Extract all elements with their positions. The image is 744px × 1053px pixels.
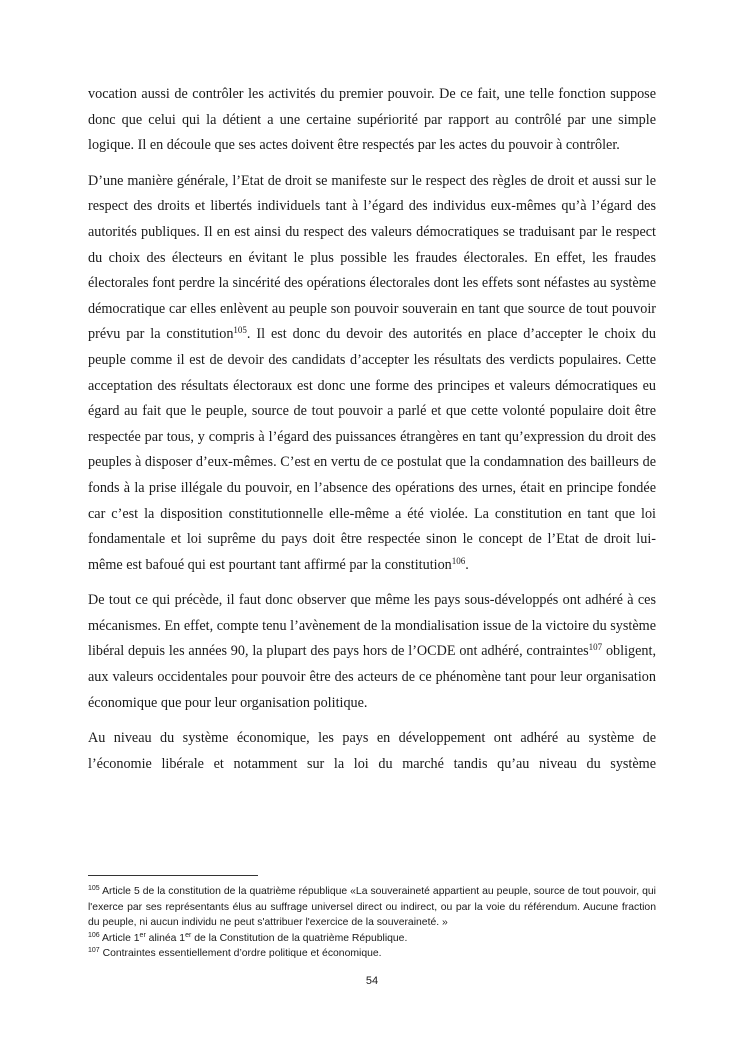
footnote-number: 105 bbox=[88, 885, 100, 892]
paragraph-text: vocation aussi de contrôler les activités du premier pouvoir. De ce fait, une telle fonction suppose donc que celui qui la détient a une certaine supériorité par rapport au contrôlé par une simple logique. Il en découle que ses actes doivent être respectés par les actes du pouvoir à contrôler. bbox=[88, 86, 656, 154]
footnote-ref-107[interactable]: 107 bbox=[588, 642, 603, 653]
paragraph-text: D’une manière générale, l’Etat de droit se manifeste sur le respect des règles de droit et aussi sur le respect des droits et libertés individuels tant à l’égard des individus eux-mêmes qu’à l’égard des autorités publiques. Il en est ainsi du respect des valeurs démocratiques se traduisant par le respect du choix des électeurs en évitant le plus possible les fraudes électorales. En effet, les fraudes électorales font perdre la sincérité des opérations électorales dont les effets sont néfastes au système démocratique car elles enlèvent au peuple son pouvoir souverain en tant que source de tout pouvoir prévu par la constitution bbox=[88, 172, 656, 343]
footnote-number: 106 bbox=[88, 931, 100, 939]
footnotes bbox=[88, 884, 656, 962]
footnote-text: Article 1 bbox=[99, 932, 140, 944]
footnote-text: Article 5 de la constitution de la quatrième république «La souveraineté appartient au peuple, source de tout pouvoir, qui l'exerce par ses représentants élus au suffrage universel direct ou indirect, ou par la voie du référendum. Aucune fraction du peuple, ni aucun individu ne peut s'attribuer l'exercice de la souveraineté. » bbox=[88, 886, 656, 928]
footnote-text: de la Constitution de la quatrième République. bbox=[191, 932, 408, 944]
footnote-text: alinéa 1 bbox=[145, 932, 186, 944]
paragraph-text: De tout ce qui précède, il faut donc observer que même les pays sous-développés ont adhéré à ces mécanismes. En effet, compte tenu l’avènement de la mondialisation issue de la victoire du système libéral depuis les années 90, la plupart des pays hors de l’OCDE ont adhéré, contraintes bbox=[88, 592, 656, 660]
footnote-ordinal: er bbox=[185, 931, 192, 939]
paragraph-text: . Il est donc du devoir des autorités en place d’accepter le choix du peuple comme il est de devoir des candidats d’accepter les résultats des verdicts populaires. Cette acceptation des résultats électoraux est donc une forme des principes et valeurs démocratiques eu égard au fait que le peuple, source de tout pouvoir a parlé et que cette volonté populaire doit être respectée par tous, y compris à l’égard des puissances étrangères en tant qu’expression du droit des peuples à disposer d’eux-mêmes. C’est en vertu de ce postulat que la condamnation des bailleurs de fonds à la prise illégale du pouvoir, en l’absence des opérations des urnes, était en principe fondée car c’est la disposition constitutionnelle elle-même a été violée. La constitution en tant que loi fondamentale et loi suprême du pays doit être respectée sinon le concept de l’Etat de droit lui-même est bafoué qui est pourtant tant affirmé par la constitution bbox=[88, 326, 656, 573]
paragraph-text: . bbox=[465, 556, 469, 573]
paragraph-2 bbox=[88, 169, 656, 579]
footnote-separator bbox=[88, 875, 258, 876]
paragraph-3 bbox=[88, 588, 656, 716]
footnote-ref-105[interactable]: 105 bbox=[233, 325, 247, 336]
footnote-107 bbox=[88, 946, 656, 962]
page-body bbox=[88, 82, 656, 787]
footnote-ref-106[interactable]: 106 bbox=[451, 555, 466, 566]
page-number: 54 bbox=[365, 975, 379, 987]
paragraph-4 bbox=[88, 726, 656, 777]
footnote-number: 107 bbox=[88, 947, 100, 954]
paragraph-1 bbox=[88, 82, 656, 159]
paragraph-text: Au niveau du système économique, les pays en développement ont adhéré au système de l’économie libérale et notamment sur la loi du marché tandis qu’au niveau du système bbox=[88, 730, 656, 772]
footnote-text: Contraintes essentiellement d’ordre politique et économique. bbox=[99, 948, 382, 959]
paragraph-text: obligent, aux valeurs occidentales pour pouvoir être des acteurs de ce phénomène tant pour leur organisation économique que pour leur organisation politique. bbox=[88, 643, 656, 711]
footnote-ordinal: er bbox=[139, 931, 146, 939]
footnote-105 bbox=[88, 884, 656, 931]
footnote-106 bbox=[88, 931, 656, 947]
